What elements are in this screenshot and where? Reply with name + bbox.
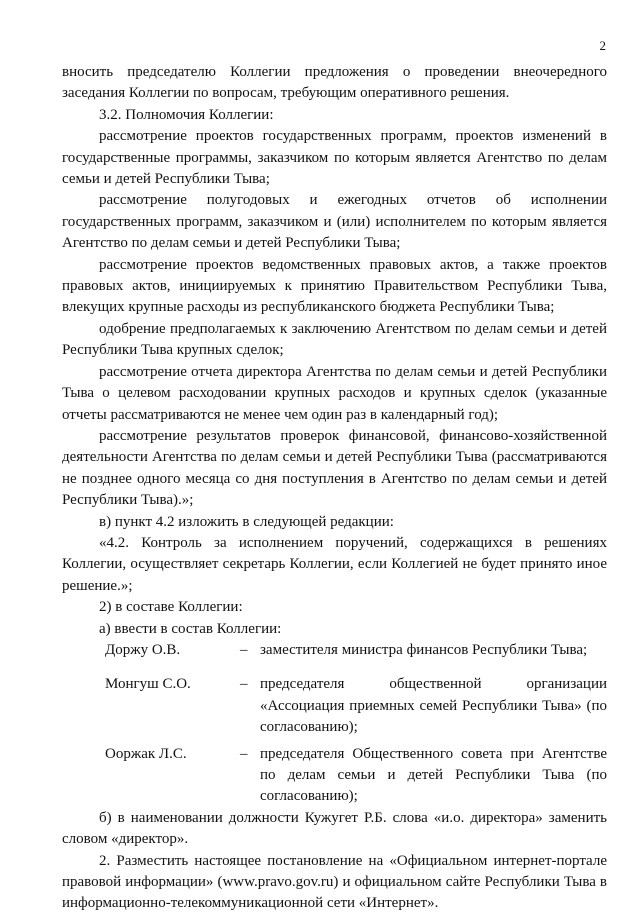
paragraph-director-report: рассмотрение отчета директора Агентства по делам семьи и детей Республики Тыва о целевом расходовании крупных расходов и крупных сделок (указанные отчеты рассматриваются не менее чем один раз в календарный год); — [62, 363, 607, 423]
member-row — [105, 674, 607, 738]
paragraph-composition: 2) в составе Коллегии: — [99, 599, 243, 616]
member-name: Ооржак Л.С. — [105, 745, 187, 762]
member-dash: – — [240, 745, 248, 762]
paragraph-publication: 2. Разместить настоящее постановление на «Официальном интернет-портале правовой информации» (www.pravo.gov.ru) и официальном сайте Республики Тыва в информационно-телекоммуникационной сети «Интернет». — [62, 852, 607, 912]
member-dash: – — [240, 676, 248, 693]
document-body — [62, 62, 607, 915]
member-row — [105, 640, 607, 661]
member-row — [105, 744, 607, 808]
member-role: заместителя министра финансов Республики Тыва; — [260, 641, 588, 658]
paragraph-deals-approval: одобрение предполагаемых к заключению Агентством по делам семьи и детей Республики Тыва крупных сделок; — [62, 320, 607, 359]
member-role: председателя Общественного совета при Агентстве по делам семьи и детей Республики Тыва (по согласованию); — [260, 745, 607, 805]
paragraph-section-3-2: 3.2. Полномочия Коллегии: — [99, 106, 274, 123]
page-number: 2 — [599, 38, 606, 53]
member-name: Доржу О.В. — [105, 641, 181, 658]
paragraph-programs-review: рассмотрение проектов государственных программ, проектов изменений в государственные программы, заказчиком по которым является Агентство по делам семьи и детей Республики Тыва; — [62, 128, 607, 188]
paragraph-clause-4-2-text: «4.2. Контроль за исполнением поручений, содержащихся в решениях Коллегии, осуществляет секретарь Коллегии, если Коллегией не будет принято иное решение.»; — [62, 534, 607, 594]
paragraph-clause-4-2: в) пункт 4.2 изложить в следующей редакции: — [99, 513, 394, 530]
paragraph-reports-review: рассмотрение полугодовых и ежегодных отчетов об исполнении государственных программ, заказчиком и (или) исполнителем по которым является Агентство по делам семьи и детей Республики Тыва; — [62, 192, 607, 252]
paragraph-convene-proposal: вносить председателю Коллегии предложения о проведении внеочередного заседания Коллегии по вопросам, требующим оперативного решения. — [62, 64, 607, 102]
paragraph-audit-results: рассмотрение результатов проверок финансовой, финансово-хозяйственной деятельности Агентства по делам семьи и детей Республики Тыва (рассматриваются не позднее одного месяца со дня поступления в Агентство по делам семьи и детей Республики Тыва).»; — [62, 427, 607, 509]
member-name: Монгуш С.О. — [105, 676, 191, 693]
paragraph-add-members: а) ввести в состав Коллегии: — [99, 620, 282, 637]
member-list — [62, 640, 607, 808]
member-dash: – — [240, 641, 248, 658]
paragraph-legal-acts-review: рассмотрение проектов ведомственных правовых актов, а также проектов правовых актов, инициируемых к принятию Правительством Республики Тыва, влекущих крупные расходы из республиканского бюджета Республики Тыва; — [62, 256, 607, 316]
paragraph-title-change: б) в наименовании должности Кужугет Р.Б. слова «и.о. директора» заменить словом «директор». — [62, 809, 607, 848]
member-role: председателя общественной организации «Ассоциация приемных семей Республики Тыва» (по согласованию); — [260, 676, 607, 736]
